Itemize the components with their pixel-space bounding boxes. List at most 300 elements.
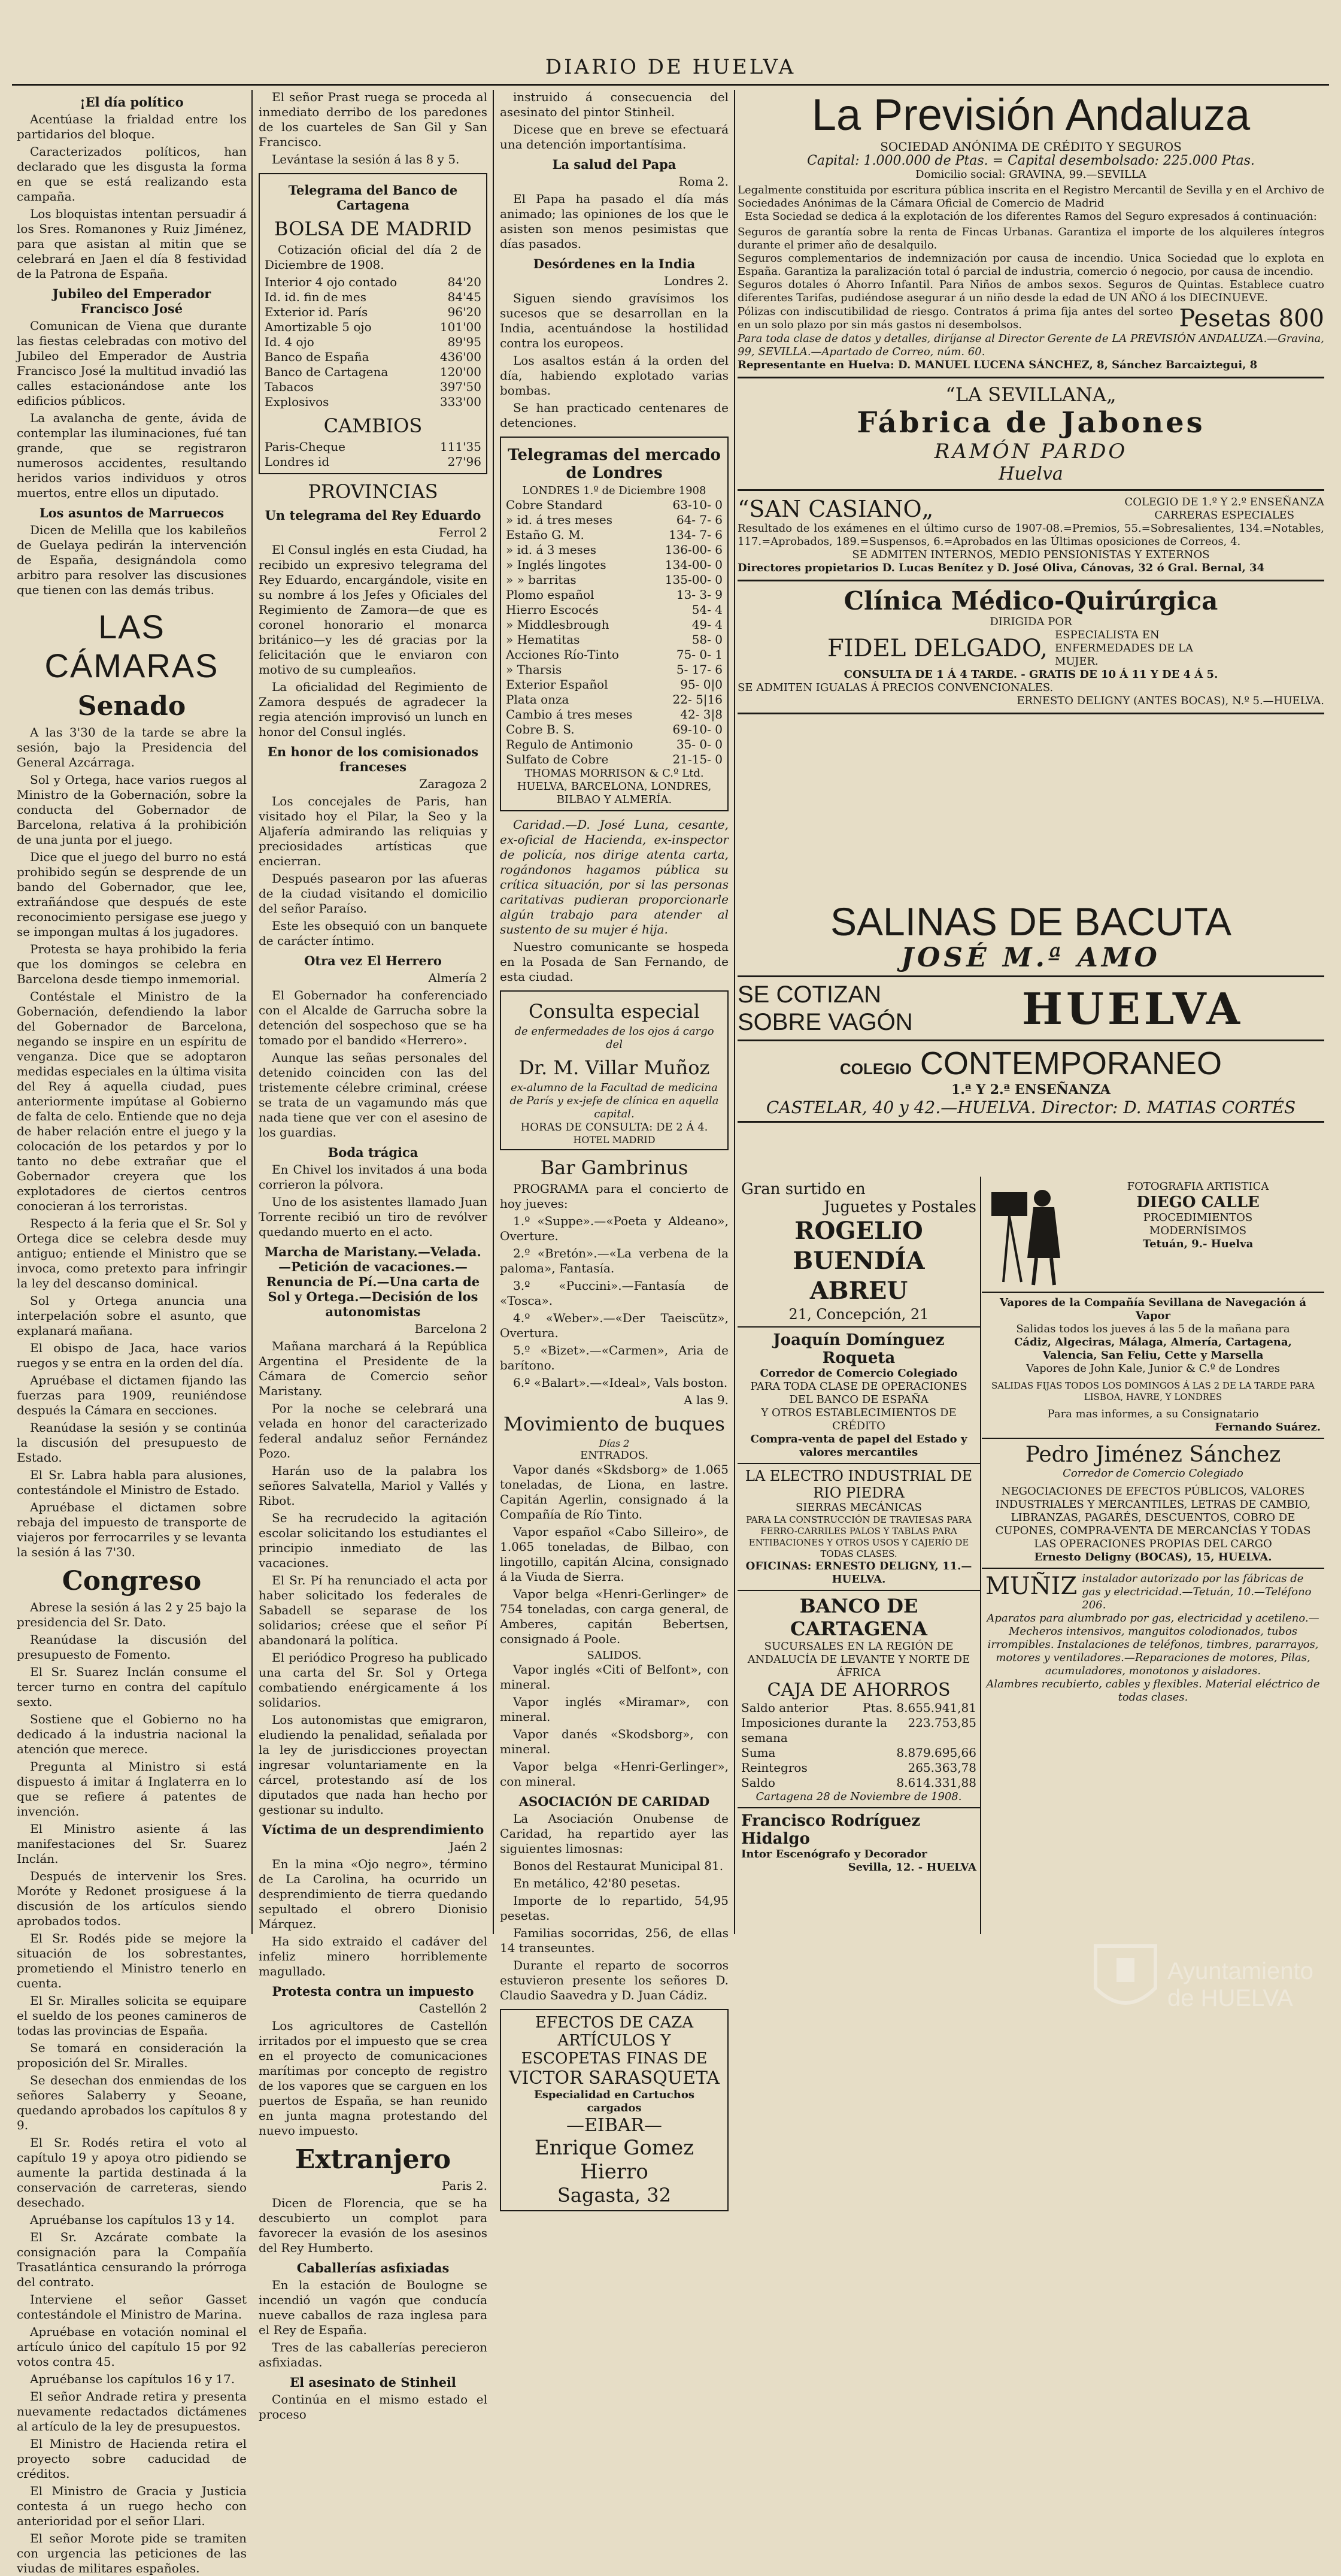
cotizan-ad: [738, 977, 1324, 1041]
salinas-ad: [738, 898, 1324, 977]
paragraph: Los agricultores de Castellón irritados por el impuesto que se crea en el proyecto de comunicaciones marítimas por concepto de registro de los vapores que se carguen en los puertos de España, se han reunido en junta magna protestando del nuevo impuesto.: [259, 2019, 487, 2138]
news-heading: Otra vez El Herrero: [304, 953, 442, 968]
row-label: Estaño G. M.: [506, 528, 584, 542]
muniz-name: MUÑIZ: [985, 1572, 1078, 1600]
clinica-specialty: ESPECIALISTA EN ENFERMEDADES DE LA MUJER.: [1055, 629, 1193, 668]
row-value: 111'35: [439, 440, 481, 454]
paragraph: Vapor danés «Skdsborg» de 1.065 toneladas, de Liona, en lastre. Capitán Agerlin, consignado á la Compañía de Río Tinto.: [500, 1462, 729, 1522]
bolsa-row: [265, 305, 481, 320]
row-value: 54- 4: [691, 602, 723, 617]
row-value: 95- 0|0: [680, 677, 723, 692]
paragraph: Interviene el señor Gasset contestándole el Ministro de Marina.: [17, 2292, 247, 2322]
caridad-title: ASOCIACIÓN DE CARIDAD: [518, 1794, 710, 1809]
londres-row: [506, 543, 723, 557]
paragraph: Durante el reparto de socorros estuvieron presente los señores D. Claudio Saavedra y D. Juan Cádiz.: [500, 1958, 729, 2002]
san-casiano-internos: SE ADMITEN INTERNOS, MEDIO PENSIONISTAS Y EXTERNOS: [852, 548, 1210, 561]
paragraph: A las 3'30 de la tarde se abre la sesión, bajo la Presidencia del General Azcárraga.: [17, 725, 247, 769]
bolsa-row: [265, 395, 481, 410]
news-place: Barcelona 2: [414, 1322, 487, 1336]
muniz-line-2: Aparatos para alumbrado por gas, electricidad y acetileno.—Mecheros intensivos, manguitos colodionados, tubos irrompibles. Instalaciones de teléfonos, timbres, pararrayos, motores y ventiladores.—Reparaciones de motores, Pilas, acumuladores, monotonos y aisladores.: [987, 1612, 1319, 1677]
paragraph: Dicen de Melilla que los kabileños de Guelaya pedirán la intervención de España, designándola como arbitro para resolver las discusiones que tienen con las demás tribus.: [17, 523, 247, 597]
news-heading: Protesta contra un impuesto: [272, 1984, 474, 1999]
row-label: » id. á tres meses: [506, 513, 613, 527]
prevision-domicilio: Domicilio social: GRAVINA, 99.—SEVILLA: [915, 168, 1146, 181]
buendia-line-2: Juguetes y Postales: [824, 1198, 976, 1216]
caza-line-6: —EIBAR—: [566, 2115, 663, 2136]
paragraph: Respecto á la feria que el Sr. Sol y Ortega dice se celebra desde muy antiguo; entiende el Ministro que se invoca, como pretexto para infringir la ley del descanso dominical.: [17, 1216, 247, 1290]
paragraph: El Ministro de Hacienda retira el proyecto sobre caducidad de créditos.: [17, 2436, 247, 2481]
gambrinus-sub: PROGRAMA para el concierto de hoy jueves:: [500, 1181, 729, 1211]
news-heading: Víctima de un desprendimiento: [262, 1822, 484, 1837]
sevillana-owner: RAMÓN PARDO: [934, 440, 1128, 463]
prevision-title: La Previsión Andaluza: [811, 90, 1251, 140]
vapores-title: Vapores de la Compañía Sevillana de Navegación á Vapor: [1000, 1296, 1306, 1322]
consulta-doctor: Dr. M. Villar Muñoz: [518, 1056, 710, 1079]
bolsa-row: [265, 380, 481, 395]
paragraph: Apruébanse los capítulos 16 y 17.: [30, 2372, 235, 2386]
paragraph: En la estación de Boulogne se incendió un vagón que conducía nueve caballos de raza inglesa para el Rey de España.: [259, 2278, 487, 2337]
vapores-line-7: Fernando Suárez.: [1215, 1421, 1321, 1434]
paragraph: Después pasearon por las afueras de la ciudad visitando el domicilio del señor Paraíso.: [259, 871, 487, 916]
row-label: Banco de Cartagena: [265, 365, 389, 379]
muniz-ad: [982, 1569, 1324, 1708]
las-camaras-heading: LAS CÁMARAS: [44, 608, 219, 684]
banco-row: [741, 1716, 976, 1745]
photographer-illustration-icon: [985, 1180, 1075, 1288]
paragraph: Harán uso de la palabra los señores Salvatella, Mariol y Vallés y Ribot.: [259, 1463, 487, 1508]
provincias-heading: PROVINCIAS: [308, 480, 438, 503]
bolsa-row: [265, 365, 481, 380]
prevision-seguro-3: Seguros dotales ó Ahorro Infantil. Para Niños de ambos sexos. Seguros de Quintas. Establece cuatro diferentes Tarifas, pudiéndose asegurar á un niño desde la edad de UN AÑO á los DIECINUEVE.: [738, 278, 1324, 304]
paragraph: Sol y Ortega anuncia una interpelación sobre el asunto, que explanará mañana.: [17, 1293, 247, 1338]
news-heading: Boda trágica: [327, 1145, 418, 1160]
paragraph: El señor Morote pide se tramiten con urgencia las peticiones de las viudas de militares españoles.: [17, 2531, 247, 2575]
paragraph: Siguen siendo gravísimos los sucesos que se desarrollan en la India, acentuándose la hostilidad contra los europeos.: [500, 291, 729, 350]
paragraph: Pregunta al Ministro si está dispuesto á imitar á Inglaterra en lo que se refiere á patentes de invención.: [17, 1759, 247, 1819]
row-value: 96'20: [447, 305, 481, 319]
londres-row: [506, 528, 723, 543]
sevillana-name: “LA SEVILLANA„: [945, 383, 1117, 406]
row-value: 27'96: [447, 454, 481, 469]
paragraph: Dicen de Florencia, que se ha descubierto un complot para favorecer la evasión de los asesinos del Rey Humberto.: [259, 2196, 487, 2255]
bolsa-box: [259, 173, 487, 474]
row-label: Paris-Cheque: [265, 440, 345, 454]
paragraph: Después de intervenir los Sres. Moróte y Redonet prosiguese á la discusión de los artículos siendo aprobados todos.: [17, 1869, 247, 1928]
vapores-line-2: Salidas todos los jueves á las 5 de la mañana para: [1016, 1323, 1290, 1335]
paragraph: El Sr. Rodés retira el voto al capítulo 19 y apoya otro pidiendo se aumente la partida destinada á la conservación de carreteras, siendo desechado.: [17, 2135, 247, 2210]
india-heading: Desórdenes en la India: [533, 256, 696, 271]
paragraph: En metálico, 42'80 pesetas.: [513, 1876, 681, 1890]
row-value: 35- 0- 0: [676, 737, 723, 751]
muniz-line-3: Alambres recubierto, cables y flexibles. Material eléctrico de todas clases.: [986, 1678, 1320, 1704]
electro-line-3: PARA LA CONSTRUCCIÓN DE TRAVIESAS PARA FERRO-CARRILES PALOS Y TABLAS PARA ENTIBACIONES Y OTROS USOS Y CAJERÍO DE TODAS CLASES.: [746, 1514, 972, 1559]
calle-ad: [982, 1177, 1324, 1293]
paragraph: Aunque las señas personales del detenido coinciden con las del tristemente célebre criminal, créese se trata de un vagamundo más que nada tiene que ver con el asesino de los guardias.: [259, 1050, 487, 1139]
paragraph: El obispo de Jaca, hace varios ruegos y se entra en la orden del día.: [17, 1341, 247, 1370]
news-heading: En honor de los comisionados franceses: [267, 744, 479, 774]
paragraph: Continúa en el mismo estado el proceso: [259, 2392, 487, 2422]
caza-line-4: VICTOR SARASQUETA: [508, 2068, 720, 2089]
row-label: Interior 4 ojo contado: [265, 275, 398, 289]
prevision-dedica: Esta Sociedad se dedica á la explotación de los diferentes Ramos del Seguro expresados á continuación:: [745, 210, 1317, 223]
row-label: Cambio á tres meses: [506, 707, 633, 722]
banco-row: [741, 1775, 976, 1790]
san-casiano-colegio: COLEGIO DE 1.º Y 2.º ENSEÑANZA: [1124, 496, 1324, 508]
row-label: Tabacos: [265, 380, 314, 394]
papa-place: Roma 2.: [678, 174, 729, 189]
news-place: Jaén 2: [449, 1839, 487, 1854]
clinica-hours: CONSULTA DE 1 Á 4 TARDE. - GRATIS DE 10 Á 11 Y DE 4 Á 5.: [844, 668, 1218, 681]
archive-watermark: [1090, 1934, 1317, 2024]
row-value: 58- 0: [691, 632, 723, 647]
paragraph: Bonos del Restaurat Municipal 81.: [513, 1859, 724, 1873]
colegio-name: CONTEMPORANEO: [920, 1045, 1222, 1081]
prevision-seguro-4: Pólizas con indiscutibilidad de riesgo. Contratos á prima fija antes del sorteo en un solo plazo por sin más gastos ni desembolsos.: [738, 305, 1173, 331]
londres-row: [506, 752, 723, 767]
buendia-line-1: Gran surtido en: [741, 1180, 866, 1198]
row-value: 136-00- 6: [665, 543, 723, 557]
hidalgo-line-2: Intor Escenógrafo y Decorador: [741, 1848, 927, 1860]
prevision-representante: Representante en Huelva: D. MANUEL LUCENA SÁNCHEZ, 8, Sánchez Barcaiztegui, 8: [738, 359, 1258, 371]
row-value: 13- 3- 9: [676, 587, 723, 602]
news-heading: Marcha de Maristany.—Velada.—Petición de vacaciones.—Renuncia de Pí.—Una carta de Sol y Ortega.—Decisión de los autonomistas: [265, 1244, 481, 1319]
news-heading: Un telegrama del Rey Eduardo: [265, 508, 481, 523]
row-label: Plata onza: [506, 692, 569, 707]
banco-caja: CAJA DE AHORROS: [767, 1680, 951, 1701]
row-label: Cobre B. S.: [506, 722, 575, 737]
prevision-contact: Para toda clase de datos y detalles, diríjanse al Director Gerente de LA PREVISIÓN ANDALUZA.—Gravina, 99, SEVILLA.—Apartado de Correo, núm. 60.: [738, 332, 1324, 358]
paragraph: El Sr. Miralles solicita se equipare el sueldo de los peones camineros de todas las provincias de España.: [17, 1993, 247, 2038]
bolsa-row: [265, 275, 481, 290]
clinica-address: ERNESTO DELIGNY (ANTES BOCAS), N.º 5.—HUELVA.: [1017, 695, 1324, 707]
row-label: » Tharsis: [506, 662, 562, 677]
vapores-line-5: SALIDAS FIJAS TODOS LOS DOMINGOS Á LAS 2 DE LA TARDE PARA LISBOA, HAVRE, Y LONDRES: [991, 1380, 1315, 1402]
contemporaneo-ad: [738, 1041, 1324, 1123]
row-label: Banco de España: [265, 350, 369, 364]
paragraph: Apruébanse los capítulos 13 y 14.: [30, 2213, 235, 2227]
row-label: Suma: [741, 1745, 776, 1760]
paragraph: Ha sido extraido el cadáver del infeliz minero horriblemente magullado.: [259, 1934, 487, 1978]
san-casiano-ad: [738, 491, 1324, 581]
prevision-ad: [738, 90, 1324, 378]
senado-heading: Senado: [77, 691, 186, 722]
vapores-line-6: Para mas informes, a su Consignatario: [1047, 1408, 1259, 1420]
roqueta-ad: [738, 1328, 980, 1464]
row-label: » Hematitas: [506, 632, 580, 647]
program-item: 2.º «Bretón».—«La verbena de la paloma», Fantasía.: [500, 1246, 729, 1275]
bolsa-row: [265, 335, 481, 350]
buques-salidos: SALIDOS.: [587, 1649, 642, 1662]
paragraph: Apruébase el dictamen fijando las fuerzas para 1909, reuniéndose después la Cámara en secciones.: [17, 1373, 247, 1417]
paragraph: Protesta se haya prohibido la feria que los domingos se celebra en Barcelona desde tiempo inmemorial.: [17, 942, 247, 986]
paragraph: Reanúdase la discusión del presupuesto de Fomento.: [17, 1632, 247, 1662]
roqueta-line-2: Corredor de Comercio Colegiado: [760, 1367, 958, 1380]
calle-name: DIEGO CALLE: [1136, 1193, 1260, 1211]
row-label: » Middlesbrough: [506, 617, 609, 632]
news-place: Castellón 2: [418, 2001, 487, 2016]
prevision-seguro-1: Seguros de garantía sobre la renta de Fincas Urbanas. Garantiza el importe de los alquileres íntegros durante el primer año de desalquilo.: [738, 226, 1324, 251]
vapores-line-3: Cádiz, Algeciras, Málaga, Almería, Cartagena, Valencia, San Feliu, Cette y Marsella: [1014, 1336, 1292, 1362]
row-label: Regulo de Antimonio: [506, 737, 633, 751]
paragraph: La Asociación Onubense de Caridad, ha repartido ayer las siguientes limosnas:: [500, 1811, 729, 1856]
buques-entrados: ENTRADOS.: [580, 1449, 649, 1462]
row-value: 135-00- 0: [665, 572, 723, 587]
paragraph: Acentúase la frialdad entre los partidarios del bloque.: [17, 112, 247, 141]
row-label: Londres id: [265, 454, 330, 469]
prevision-capital: Capital: 1.000.000 de Ptas. = Capital desembolsado: 225.000 Ptas.: [807, 153, 1255, 168]
londres-row: [506, 572, 723, 587]
londres-row: [506, 692, 723, 707]
section-heading: Jubileo del Emperador Francisco José: [52, 286, 211, 316]
row-value: 69-10- 0: [672, 722, 723, 737]
paragraph: El periódico Progreso ha publicado una carta del Sr. Sol y Ortega combatiendo enérgicamente á los solidarios.: [259, 1650, 487, 1710]
city-crest-icon: [1090, 1934, 1161, 2018]
colegio-address: CASTELAR, 40 y 42.—HUELVA. Director: D. MATIAS CORTÉS: [766, 1098, 1296, 1117]
londres-row: [506, 632, 723, 647]
row-value: 49- 4: [691, 617, 723, 632]
row-value: 8.879.695,66: [896, 1745, 976, 1760]
roqueta-line-4: Y OTROS ESTABLECIMIENTOS DE CRÉDITO: [761, 1407, 957, 1432]
paragraph: Los asaltos están á la orden del día, habiendo explotado varias bombas.: [500, 353, 729, 398]
paragraph: Sostiene que el Gobierno no ha dedicado á la industria nacional la atención que merece.: [17, 1712, 247, 1756]
row-value: 84'20: [447, 275, 481, 289]
row-label: Explosivos: [265, 395, 329, 409]
column-3: [500, 90, 729, 2207]
row-value: 436'00: [439, 350, 481, 364]
paragraph: Levántase la sesión á las 8 y 5.: [272, 152, 460, 166]
pedro-line-3: NEGOCIACIONES DE EFECTOS PÚBLICOS, VALORES INDUSTRIALES Y MERCANTILES, LETRAS DE CAMBIO, LIBRANZAS, PAGARÉS, DESCUENTOS, COBRO DE CUPONES, COMPRA-VENTA DE MERCANCÍAS Y TODAS LAS OPERACIONES PROPIAS DEL CARGO: [995, 1485, 1311, 1550]
londres-title: Telegramas del mercado de Londres: [508, 446, 721, 482]
caza-line-3: ESCOPETAS FINAS DE: [521, 2050, 708, 2068]
paragraph: Los bloquistas intentan persuadir á los Sres. Romanones y Ruiz Jiménez, para que asistan al mitin que se celebrará en Jaen el día 8 festividad de la Patrona de España.: [17, 207, 247, 281]
column-2: [259, 90, 487, 2422]
calle-line-4: MODERNÍSIMOS: [1149, 1225, 1247, 1237]
consulta-hotel: HOTEL MADRID: [573, 1134, 656, 1145]
londres-row: [506, 707, 723, 722]
calle-line-3: PROCEDIMIENTOS: [1143, 1211, 1253, 1224]
row-label: Saldo: [741, 1775, 775, 1790]
congreso-heading: Congreso: [62, 1566, 202, 1596]
londres-row: [506, 617, 723, 632]
row-label: Exterior Español: [506, 677, 608, 692]
section-heading: ¡El día político: [80, 95, 184, 110]
paragraph: Se tomará en consideración la proposición del Sr. Miralles.: [17, 2041, 247, 2070]
row-label: Hierro Escocés: [506, 602, 599, 617]
paragraph: El Gobernador ha conferenciado con el Alcalde de Garrucha sobre la detención del sospechoso que se ha tomado por el bandido «Herrero».: [259, 988, 487, 1047]
row-label: Id. id. fin de mes: [265, 290, 366, 304]
clinica-igualas: SE ADMITEN IGUALAS Á PRECIOS CONVENCIONALES.: [738, 681, 1054, 694]
hidalgo-ad: [738, 1808, 980, 1878]
papa-heading: La salud del Papa: [552, 157, 676, 172]
caza-line-5: Especialidad en Cartuchos cargados: [534, 2089, 694, 2114]
caza-line-2: ARTÍCULOS Y: [557, 2032, 671, 2050]
consulta-subtitle: de enfermedades de los ojos á cargo del: [514, 1025, 714, 1051]
page-header: [0, 0, 1341, 84]
row-label: » id. á 3 meses: [506, 543, 597, 557]
bolsa-row: [265, 350, 481, 365]
paragraph: Familias socorridas, 256, de ellas 14 transeuntes.: [500, 1926, 729, 1955]
india-place: Londres 2.: [663, 274, 729, 288]
news-place: Almería 2: [428, 971, 487, 985]
san-casiano-directores: Directores propietarios D. Lucas Benítez y D. José Oliva, Cánovas, 32 ó Gral. Bernal, 34: [738, 562, 1265, 574]
row-label: Id. 4 ojo: [265, 335, 314, 349]
row-label: Exterior id. París: [265, 305, 368, 319]
paragraph: El Ministro asiente á las manifestaciones del Sr. Suarez Inclán.: [17, 1822, 247, 1866]
paragraph: Vapor danés «Skodsborg», con mineral.: [500, 1727, 729, 1756]
paragraph: El Sr. Azcárate combate la consignación para la Compañía Trasatlántica censurando la prórroga del contrato.: [17, 2230, 247, 2289]
hidalgo-name: Francisco Rodríguez Hidalgo: [741, 1812, 921, 1848]
londres-row: [506, 677, 723, 692]
banco-line-2: SUCURSALES EN LA REGIÓN DE ANDALUCÍA DE LEVANTE Y NORTE DE ÁFRICA: [747, 1640, 970, 1679]
column-rule: [493, 90, 494, 1934]
bolsa-title: BOLSA DE MADRID: [274, 217, 472, 240]
roqueta-line-5: Compra-venta de papel del Estado y valores mercantiles: [750, 1433, 967, 1459]
caza-line-7: Enrique Gomez Hierro: [534, 2136, 694, 2184]
paragraph: El Sr. Suarez Inclán consume el tercer turno en contra del capítulo sexto.: [17, 1665, 247, 1709]
row-label: » Inglés lingotes: [506, 557, 606, 572]
pedro-name: Pedro Jiménez Sánchez: [1025, 1442, 1281, 1467]
sevillana-ad: [738, 378, 1324, 491]
ads-top: [738, 90, 1324, 898]
row-value: 265.363,78: [908, 1760, 976, 1775]
calle-line-1: FOTOGRAFIA ARTISTICA: [1127, 1180, 1269, 1193]
row-value: 63-10- 0: [672, 498, 723, 512]
row-value: 101'00: [439, 320, 481, 334]
row-label: Sulfato de Cobre: [506, 752, 609, 766]
consulta-hours: HORAS DE CONSULTA: DE 2 Á 4.: [520, 1121, 708, 1134]
san-casiano-carreras: CARRERAS ESPECIALES: [1154, 509, 1295, 522]
row-value: 64- 7- 6: [676, 513, 723, 527]
colegio-label: COLEGIO: [840, 1060, 912, 1078]
paragraph: instruido á consecuencia del asesinato del pintor Stinheil.: [500, 90, 729, 119]
buques-date: Días 2: [599, 1438, 630, 1449]
paragraph: Vapor belga «Henri-Gerlinger» de 754 toneladas, con carga general, de Amberes, capitán Bebertsen, consignado á Poole.: [500, 1587, 729, 1646]
electro-line-2: SIERRAS MECÁNICAS: [795, 1501, 923, 1514]
gambrinus-title: Bar Gambrinus: [540, 1156, 688, 1179]
banco-row: [741, 1745, 976, 1760]
row-label: Plomo español: [506, 587, 594, 602]
pedro-ad: [982, 1439, 1324, 1569]
caza-ad: [500, 2009, 729, 2211]
paragraph: Se ha recrudecido la agitación escolar solicitando los estudiantes el principio inmediato de las vacaciones.: [259, 1511, 487, 1570]
paragraph: El Sr. Pí ha renunciado el acta por haber solicitado los federales de Sabadell se separase de los solidarios; créese que el señor Pí abandonará la política.: [259, 1573, 487, 1647]
clinica-ad: [738, 581, 1324, 714]
prevision-pesetas: Pesetas 800: [1179, 305, 1324, 332]
consulta-box: [500, 990, 729, 1150]
caza-line-8: Sagasta, 32: [557, 2184, 671, 2207]
ads-left-col: [738, 1177, 981, 1934]
salinas-title: SALINAS DE BACUTA: [830, 899, 1231, 944]
program-item: 1.º «Suppe».—«Poeta y Aldeano», Overture.: [500, 1214, 729, 1243]
paragraph: Reanúdase la sesión y se continúa la discusión del presupuesto de Estado.: [17, 1420, 247, 1465]
londres-row: [506, 498, 723, 513]
ads-right-col: [982, 1177, 1324, 1934]
news-place: Ferrol 2: [438, 525, 487, 540]
row-label: Acciones Río-Tinto: [506, 647, 619, 662]
salinas-owner: JOSÉ M.ª AMO: [901, 942, 1161, 973]
paragraph: Apruébase el dictamen sobre rebaja del impuesto de transporte de viajeros por ferrocarriles y se levanta la sesión á las 7'30.: [17, 1500, 247, 1559]
buendia-address: 21, Concepción, 21: [788, 1306, 929, 1323]
colegio-ensenanza: 1.ª Y 2.ª ENSEÑANZA: [951, 1082, 1111, 1098]
londres-row: [506, 602, 723, 617]
paragraph: La avalancha de gente, ávida de contemplar las iluminaciones, fué tan grande, que se registraron numerosos accidentes, resultando heridos varios individuos y otros muertos, entre ellos un diputado.: [17, 411, 247, 500]
caridad-paragraph: Caridad.—D. José Luna, cesante, ex-oficial de Hacienda, ex-inspector de policía, nos dirige atenta carta, rogándonos hagamos pública su crítica situación, por si las personas caritativas pudieran proporcionarle algún trabajo para atender al sustento de su mujer é hija.: [500, 817, 729, 937]
prevision-subtitle: SOCIEDAD ANÓNIMA DE CRÉDITO Y SEGUROS: [880, 140, 1182, 154]
banco-row: [741, 1701, 976, 1716]
londres-row: [506, 662, 723, 677]
row-value: 5- 17- 6: [676, 662, 723, 677]
londres-row: [506, 513, 723, 528]
electro-line-4: OFICINAS: ERNESTO DELIGNY, 11.—HUELVA.: [745, 1560, 972, 1586]
program-item: 4.º «Weber».—«Der Taeiscütz», Overtura.: [500, 1311, 729, 1340]
paragraph: Comunican de Viena que durante las fiestas celebradas con motivo del Jubileo del Emperador de Austria Francisco José la multitud invadió las calles estacionándose ante los edificios públicos.: [17, 319, 247, 408]
column-rule: [734, 90, 735, 1934]
paragraph: Contéstale el Ministro de la Gobernación, defendiendo la labor del Gobernador de Barcelona, negando se inspire en un espíritu de venganza. Dice que se adoptaron medidas especiales en la última visita del Rey á aquella ciudad, pues anteriormente impútase al Gobierno de falta de celo. Entiende que no deja de haber relación entre el juego y la colocación de los petardos y por lo tanto no debe extrañar que el Gobernador creyera que los explotadores de ciertos centros conocieran á los terroristas.: [17, 989, 247, 1213]
cotizan-line-2: SOBRE VAGÓN: [738, 1009, 913, 1035]
row-label: » » barritas: [506, 572, 577, 587]
londres-row: [506, 647, 723, 662]
banco-title: BANCO DE CARTAGENA: [790, 1595, 927, 1640]
column-rule: [251, 90, 253, 1934]
banco-ad: [738, 1591, 980, 1808]
paragraph: Sol y Ortega, hace varios ruegos al Ministro de la Gobernación, sobre la conducta del Gobernador de Barcelona, relativa á la prohibición de una junta por el juego.: [17, 772, 247, 847]
row-value: 22- 5|16: [672, 692, 723, 707]
san-casiano-name: “SAN CASIANO„: [738, 496, 934, 522]
paragraph: Este les obsequió con un banquete de carácter íntimo.: [259, 919, 487, 948]
paragraph: El Papa ha pasado el día más animado; las opiniones de los que le asisten son menos pesimistas que días pasados.: [500, 192, 729, 251]
londres-cities: HUELVA, BARCELONA, LONDRES, BILBAO Y ALMERÍA.: [517, 780, 712, 806]
row-label: Saldo anterior: [741, 1701, 829, 1715]
paragraph: Vapor español «Cabo Silleiro», de 1.065 toneladas, de Bilbao, con lingotillo, capitán Alcina, consignado á la Viuda de Sierra.: [500, 1525, 729, 1584]
consulta-title: Consulta especial: [529, 1000, 700, 1023]
paragraph: Uno de los asistentes llamado Juan Torrente recibió un tiro de revólver quedando muerto en el acto.: [259, 1195, 487, 1239]
row-value: 84'45: [447, 290, 481, 304]
muniz-line-1: instalador autorizado por las fábricas de gas y electricidad.—Tetuán, 10.—Teléfono 206.: [1082, 1572, 1312, 1611]
sevillana-city: Huelva: [999, 463, 1063, 484]
extranjero-place: Paris 2.: [441, 2178, 487, 2193]
electro-title: LA ELECTRO INDUSTRIAL DE RIO PIEDRA: [745, 1468, 973, 1501]
paragraph: En la mina «Ojo negro», término de La Carolina, ha ocurrido un desprendimiento de tierra quedando sepultado el obrero Dionisio Márquez.: [259, 1857, 487, 1931]
row-value: 89'95: [447, 335, 481, 349]
prevision-legal: Legalmente constituida por escritura pública inscrita en el Registro Mercantil de Sevilla y en el Archivo de Sociedades Anónimas de la Cámara Oficial de Comercio de Madrid: [738, 184, 1324, 210]
paragraph: Caracterizados políticos, han declarado que les disgusta la forma en que se está realizando esta campaña.: [17, 144, 247, 204]
extranjero-heading: Extranjero: [295, 2144, 451, 2175]
londres-row: [506, 737, 723, 752]
roqueta-line-3: PARA TODA CLASE DE OPERACIONES DEL BANCO DE ESPAÑA: [750, 1380, 967, 1406]
row-label: Reintegros: [741, 1760, 808, 1775]
hidalgo-address: Sevilla, 12. - HUELVA: [848, 1861, 976, 1874]
bolsa-heading: Telegrama del Banco de Cartagena: [288, 183, 458, 213]
paragraph: Dicese que en breve se efectuará una detención importantísima.: [500, 122, 729, 151]
row-value: 75- 0- 1: [676, 647, 723, 662]
londres-source: THOMAS MORRISON & C.º Ltd.: [524, 767, 704, 780]
cambios-title: CAMBIOS: [323, 414, 423, 437]
paragraph: El señor Prast ruega se proceda al inmediato derribo de los paredones de los cuarteles de San Gil y San Francisco.: [259, 90, 487, 149]
buendia-ad: [738, 1177, 980, 1328]
row-value: 134-00- 0: [665, 557, 723, 572]
paragraph: Los autonomistas que emigraron, eludiendo la penalidad, señalada por la ley de jurisdicciones proyectan ingresar voluntariamente en la cárcel, protestando así de los diputados que nada han hecho por gestionar su indulto.: [259, 1713, 487, 1817]
paragraph: Mañana marchará á la República Argentina el Presidente de la Cámara de Comercio señor Maristany.: [259, 1339, 487, 1398]
row-value: 21-15- 0: [672, 752, 723, 766]
buques-title: Movimiento de buques: [503, 1413, 725, 1435]
bolsa-subtitle: Cotización oficial del día 2 de Diciembre de 1908.: [265, 243, 481, 272]
paragraph: Vapor inglés «Miramar», con mineral.: [500, 1695, 729, 1724]
section-heading: Los asuntos de Marruecos: [39, 505, 224, 520]
paragraph: Apruébase en votación nominal el artículo único del capítulo 15 por 92 votos contra 45.: [17, 2325, 247, 2369]
cotizan-huelva: HUELVA: [1022, 983, 1243, 1034]
gambrinus-time: A las 9.: [684, 1393, 729, 1407]
paragraph: Tres de las caballerías perecieron asfixiadas.: [259, 2340, 487, 2369]
